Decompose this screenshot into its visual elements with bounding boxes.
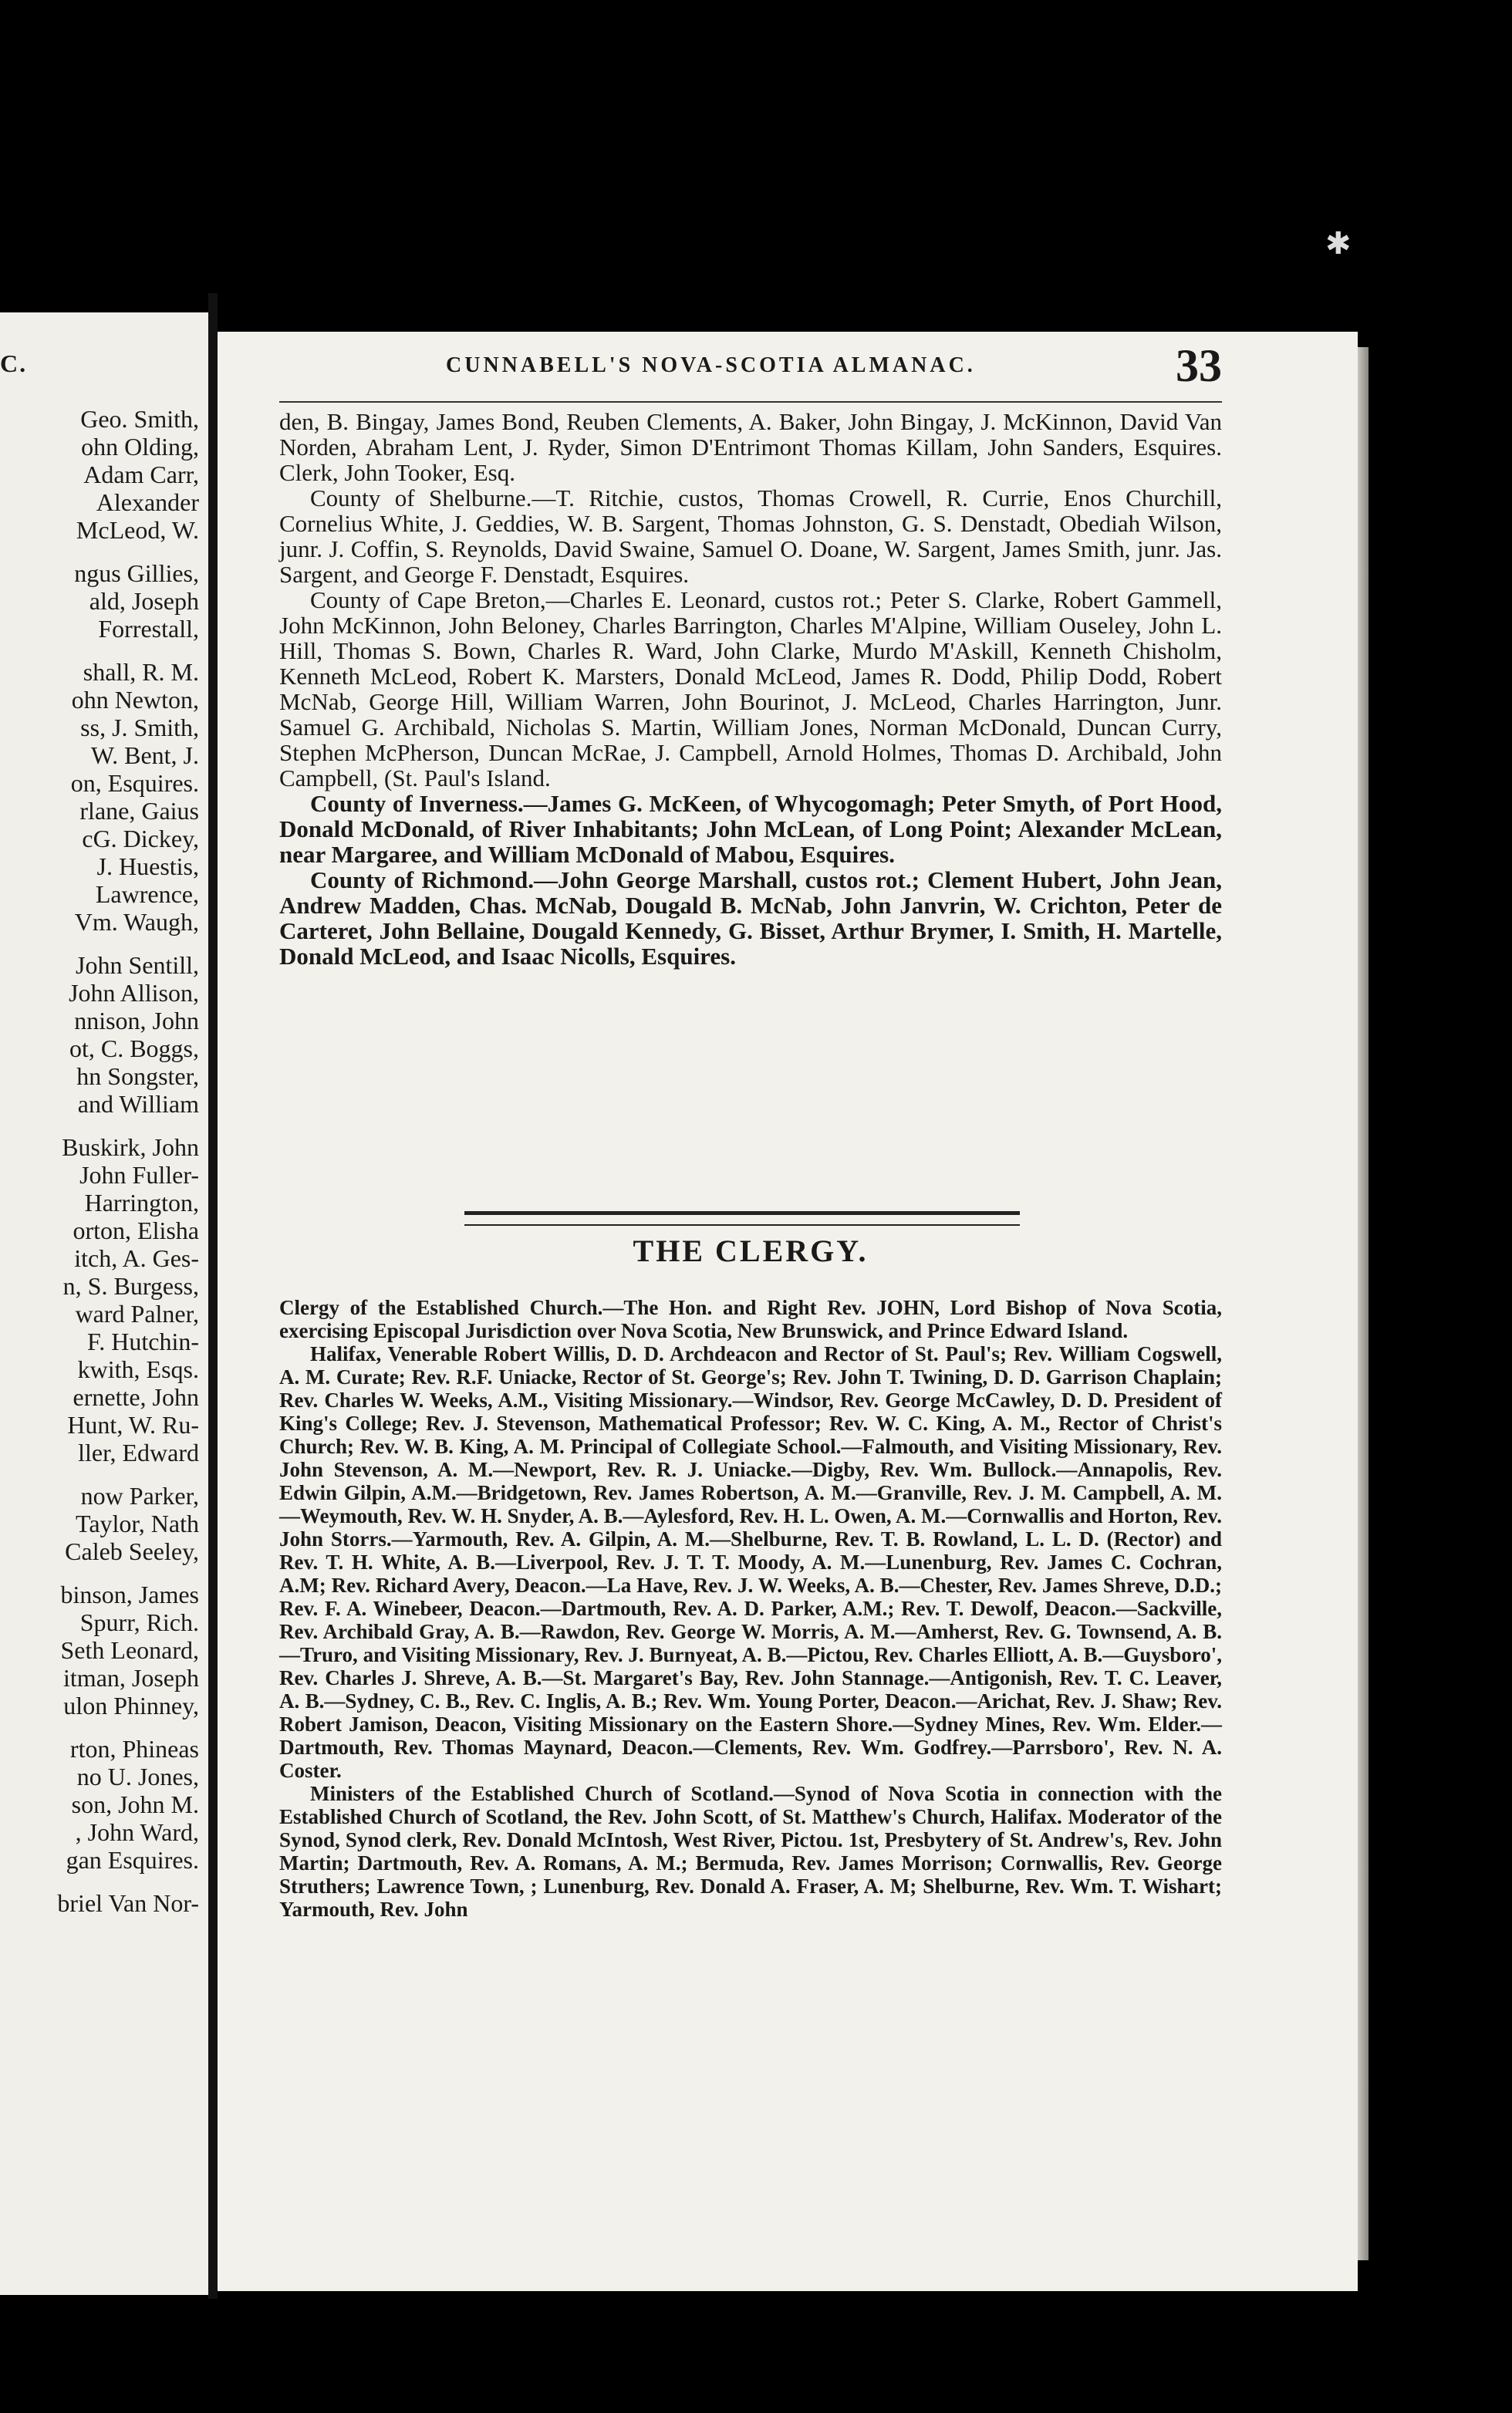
left-page-line: now Parker, xyxy=(80,1482,199,1510)
left-page-line: F. Hutchin- xyxy=(87,1328,199,1355)
book-gutter xyxy=(208,293,218,2299)
page-edge xyxy=(1358,347,1369,2260)
left-page-line: Spurr, Rich. xyxy=(79,1608,199,1636)
left-page-line: son, John M. xyxy=(71,1790,199,1818)
county-paragraph: County of Cape Breton,—Charles E. Leonard, custos rot.; Peter S. Clarke, Robert Gammell, John McKinnon, John Beloney, Charles Barrington, Charles M'Alpine, William Ouseley, John L. Hill, Thomas S. Bown, Charles R. Ward, John Clarke, Murdo M'Askill, Kenneth Chisholm, Kenneth McLeod, Robert K. Marsters, Donald McLeod, James R. Dodd, Philip Dodd, Robert McNab, George Hill, William Warren, John Bourinot, J. McLeod, Charles Harrington, Junr. Samuel G. Archibald, Nicholas S. Martin, William Jones, Norman McDonald, Duncan Curry, Stephen McPherson, Duncan McRae, J. Campbell, Arnold Holmes, Thomas D. Archibald, John Campbell, (St. Paul's Island. xyxy=(279,586,1222,791)
left-page-line: ulon Phinney, xyxy=(63,1692,199,1719)
county-paragraph: den, B. Bingay, James Bond, Reuben Clements, A. Baker, John Bingay, J. McKinnon, David Van Norden, Abraham Lent, J. Ryder, Simon D'Entrimont Thomas Killam, John Sanders, Esquires. Clerk, John Tooker, Esq. xyxy=(279,408,1222,486)
left-page-line: ohn Newton, xyxy=(71,686,199,714)
county-paragraph: County of Shelburne.—T. Ritchie, custos, Thomas Crowell, R. Currie, Enos Churchill, Cornelius White, J. Geddies, W. B. Sargent, Thomas Johnston, G. S. Denstadt, Obediah Wilson, junr. J. Coffin, S. Reynolds, David Swaine, Samuel O. Doane, W. Sargent, James Smith, junr. Jas. Sargent, and George F. Denstadt, Esquires. xyxy=(279,484,1222,588)
left-page-line: ot, C. Boggs, xyxy=(69,1034,199,1062)
section-divider xyxy=(464,1211,1020,1226)
left-page-line: binson, James xyxy=(60,1581,199,1608)
left-page-line: ss, J. Smith, xyxy=(80,714,199,741)
left-page-line: Caleb Seeley, xyxy=(65,1537,199,1565)
left-page-line: John Fuller- xyxy=(79,1161,199,1189)
section-title: THE CLERGY. xyxy=(633,1233,869,1268)
left-page-line: John Sentill, xyxy=(75,951,199,979)
left-page-line: itch, A. Ges- xyxy=(74,1244,199,1272)
page-number: 33 xyxy=(1176,340,1222,391)
left-page-line: and William xyxy=(77,1090,199,1118)
left-page-line: Forrestall, xyxy=(98,615,199,643)
left-page-line: Lawrence, xyxy=(95,880,199,908)
left-page-line: rton, Phineas xyxy=(69,1735,199,1763)
left-page-line: briel Van Nor- xyxy=(57,1889,199,1917)
left-page-line: ernette, John xyxy=(73,1383,199,1411)
left-page-line: rlane, Gaius xyxy=(79,797,199,825)
left-page-line: , John Ward, xyxy=(75,1818,199,1846)
left-page-line: Harrington, xyxy=(84,1189,199,1217)
left-page-header: C. xyxy=(0,349,28,377)
left-page-line: shall, R. M. xyxy=(83,658,199,686)
left-page-line: ller, Edward xyxy=(78,1439,199,1466)
left-page-line: gan Esquires. xyxy=(66,1846,199,1874)
left-page-line: ward Palner, xyxy=(75,1300,199,1328)
left-page-line: no U. Jones, xyxy=(76,1763,199,1790)
left-page-line: kwith, Esqs. xyxy=(77,1355,199,1383)
left-page-line: ngus Gillies, xyxy=(74,559,199,587)
left-page-line: Taylor, Nath xyxy=(76,1510,199,1537)
left-page-line: Geo. Smith, xyxy=(80,405,199,433)
left-page-line: McLeod, W. xyxy=(76,516,199,544)
scan-speck: ✱ xyxy=(1325,226,1352,261)
running-head: CUNNABELL'S NOVA-SCOTIA ALMANAC. xyxy=(446,353,976,377)
county-paragraph: County of Richmond.—John George Marshall, custos rot.; Clement Hubert, John Jean, Andrew Madden, Chas. McNab, Dougald B. McNab, John Janvrin, W. Crichton, Peter de Carteret, John Bellaine, Dougald Kennedy, G. Bisset, Arthur Brymer, I. Smith, H. Martelle, Donald McLeod, and Isaac Nicolls, Esquires. xyxy=(279,866,1222,970)
left-page-line: nnison, John xyxy=(74,1007,199,1034)
clergy-paragraph: Clergy of the Established Church.—The Hon. and Right Rev. JOHN, Lord Bishop of Nova Scotia, exercising Episcopal Jurisdiction over Nova Scotia, New Brunswick, and Prince Edward Island. xyxy=(279,1296,1222,1342)
left-page xyxy=(0,312,208,2295)
clergy-list xyxy=(279,1296,1222,1921)
left-page-line: Vm. Waugh, xyxy=(74,908,199,936)
left-page-line: Alexander xyxy=(96,488,199,516)
left-page-line: John Allison, xyxy=(69,979,199,1007)
left-page-line: W. Bent, J. xyxy=(90,741,199,769)
left-page-line: itman, Joseph xyxy=(63,1664,199,1692)
left-page-line: Adam Carr, xyxy=(83,461,199,488)
header-rule xyxy=(279,401,1222,403)
magistrates-list xyxy=(279,409,1222,969)
county-paragraph: County of Inverness.—James G. McKeen, of Whycogomagh; Peter Smyth, of Port Hood, Donald McDonald, of River Inhabitants; John McLean, of Long Point; Alexander McLean, near Margaree, and William McDonald of Mabou, Esquires. xyxy=(279,790,1222,868)
left-page-line: hn Songster, xyxy=(76,1062,199,1090)
left-page-line: J. Huestis, xyxy=(96,852,199,880)
left-page-line: n, S. Burgess, xyxy=(62,1272,199,1300)
right-page xyxy=(218,332,1358,2291)
clergy-paragraph: Halifax, Venerable Robert Willis, D. D. Archdeacon and Rector of St. Paul's; Rev. William Cogswell, A. M. Curate; Rev. R.F. Uniacke, Rector of St. George's; Rev. John T. Twining, D. D. Garrison Chaplain; Rev. Charles W. Weeks, A.M., Visiting Missionary.—Windsor, Rev. George McCawley, D. D. President of King's College; Rev. J. Stevenson, Mathematical Professor; Rev. W. C. King, A. M., Rector of Christ's Church; Rev. W. B. King, A. M. Principal of Collegiate School.—Falmouth, and Visiting Missionary, Rev. John Stevenson, A. M.—Newport, Rev. R. J. Uniacke.—Digby, Rev. Wm. Bullock.—Annapolis, Rev. Edwin Gilpin, A.M.—Bridgetown, Rev. James Robertson, A. M.—Granville, Rev. J. M. Campbell, A. M.—Weymouth, Rev. W. H. Snyder, A. B.—Aylesford, Rev. H. L. Owen, A. M.—Cornwallis and Horton, Rev. John Storrs.—Yarmouth, Rev. A. Gilpin, A. M.—Shelburne, Rev. T. B. Rowland, L. L. D. (Rector) and Rev. T. H. White, A. B.—Liverpool, Rev. J. T. T. Moody, A. M.—Lunenburg, Rev. James C. Cochran, A.M; Rev. Richard Avery, Deacon.—La Have, Rev. J. W. Weeks, A. B.—Chester, Rev. James Shreve, D.D.; Rev. F. A. Winebeer, Deacon.—Dartmouth, Rev. A. D. Parker, A.M.; Rev. T. Dewolf, Deacon.—Sackville, Rev. Archibald Gray, A. B.—Rawdon, Rev. George W. Morris, A. M.—Amherst, Rev. G. Townsend, A. B.—Truro, and Visiting Missionary, Rev. J. Burnyeat, A. B.—Pictou, Rev. Charles Elliott, A. B.—Guysboro', Rev. Charles J. Shreve, A. B.—St. Margaret's Bay, Rev. John Stannage.—Antigonish, Rev. T. C. Leaver, A. B.—Sydney, C. B., Rev. C. Inglis, A. B.; Rev. Wm. Young Porter, Deacon.—Arichat, Rev. J. Shaw; Rev. Robert Jamison, Deacon, Visiting Missionary on the Eastern Shore.—Sydney Mines, Rev. Wm. Elder.—Dartmouth, Rev. Thomas Maynard, Deacon.—Clements, Rev. Wm. Godfrey.—Parrsboro', Rev. N. A. Coster. xyxy=(279,1342,1222,1782)
left-page-line: ald, Joseph xyxy=(89,587,199,615)
clergy-paragraph: Ministers of the Established Church of Scotland.—Synod of Nova Scotia in connection with the Established Church of Scotland, the Rev. John Scott, of St. Matthew's Church, Halifax. Moderator of the Synod, Synod clerk, Rev. Donald McIntosh, West River, Pictou. 1st, Presbytery of St. Andrew's, Rev. John Martin; Dartmouth, Rev. A. Romans, A. M.; Bermuda, Rev. James Morrison; Cornwallis, Rev. George Struthers; Lawrence Town, ; Lunenburg, Rev. Donald A. Fraser, A. M; Shelburne, Rev. Wm. T. Wishart; Yarmouth, Rev. John xyxy=(279,1782,1222,1921)
left-page-line: on, Esquires. xyxy=(70,769,199,797)
left-page-line: Seth Leonard, xyxy=(60,1636,199,1664)
left-page-line: Buskirk, John xyxy=(62,1133,199,1161)
left-page-line: cG. Dickey, xyxy=(82,825,199,852)
left-page-line: Hunt, W. Ru- xyxy=(67,1411,199,1439)
left-page-line: ohn Olding, xyxy=(81,433,199,461)
left-page-line: orton, Elisha xyxy=(73,1217,199,1244)
